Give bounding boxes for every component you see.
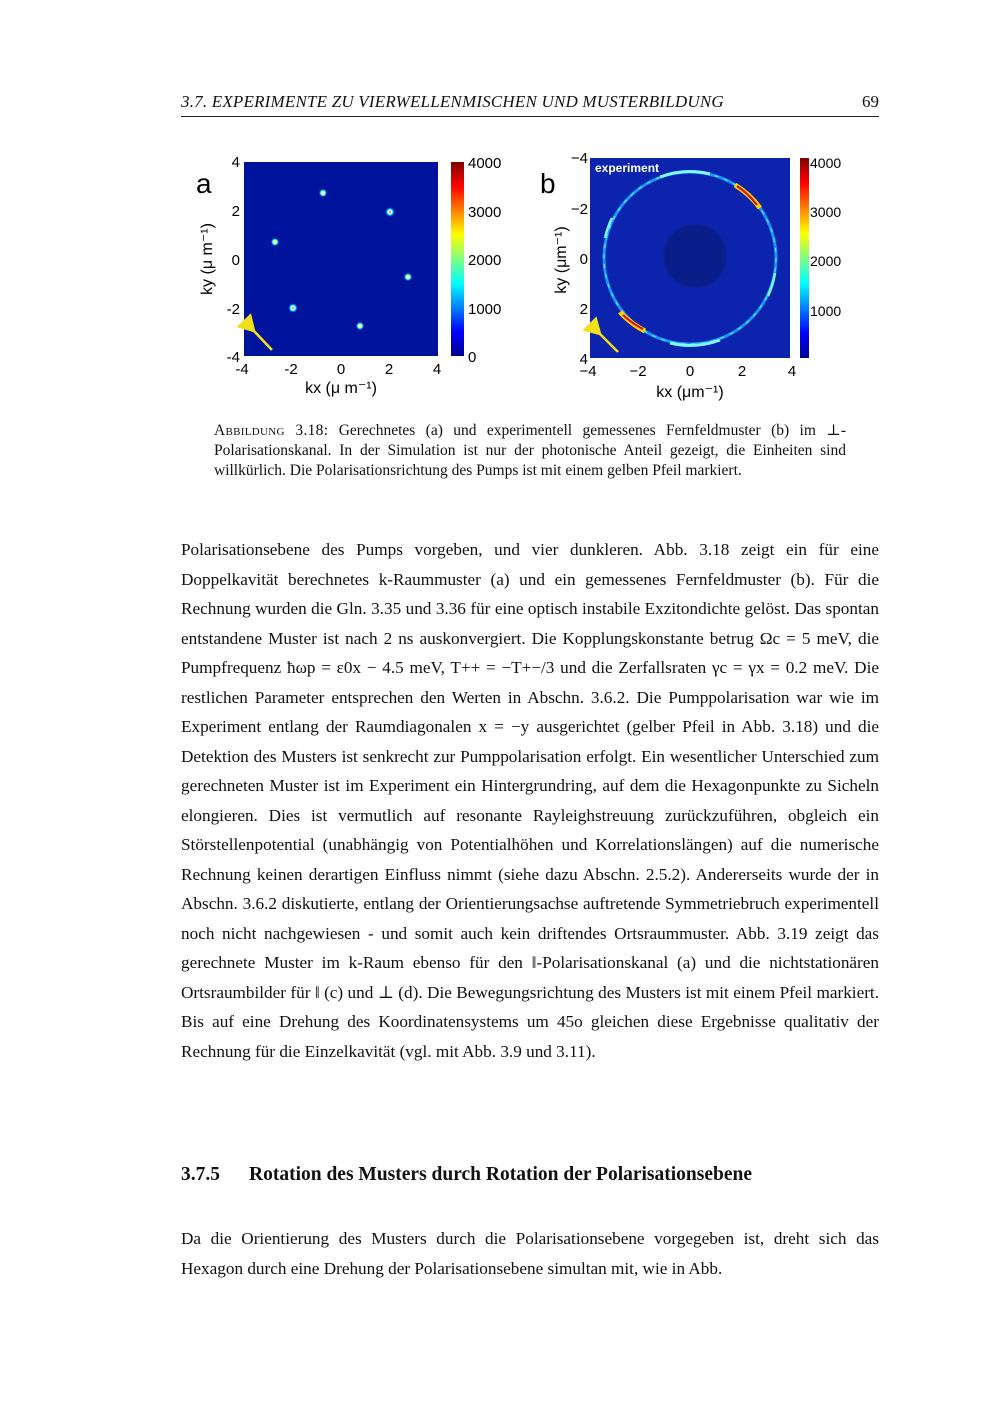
colorbar-tick: 1000	[468, 301, 502, 318]
panel-a-colorbar-ticks	[468, 155, 501, 366]
hex-spot	[404, 273, 413, 282]
panel-b-xticks	[579, 363, 796, 380]
hex-spot	[356, 322, 365, 331]
panel-a-ylabel: ky (μ m⁻¹)	[199, 223, 216, 295]
panel-b-xlabel: kx (μm⁻¹)	[656, 384, 724, 401]
panel-b-yticks	[571, 150, 588, 368]
panel-a-yticks	[227, 154, 240, 366]
panel-a-plot	[244, 162, 438, 356]
colorbar-tick: 3000	[468, 204, 502, 221]
paragraph-text: Polarisationsebene des Pumps vorgeben, und vier dunkleren. Abb. 3.18 zeigt ein für eine Doppelkavität berechnetes k-Raummuster (a) und ein gemessenes Fernfeldmuster (b). Für die Rechnung wurden die Gln. 3.35 und 3.36 für eine optisch instabile Exzitondichte gelöst. Das spontan entstandene Muster ist nach 2 ns auskonvergiert. Die Kopplungskonstante betrug Ωc = 5 meV, die Pumpfrequenz ħωp = ε0x − 4.5 meV, T++ = −T+−/3 und die Zerfallsraten γc = γx = 0.2 meV. Die restlichen Parameter entsprechen den Werten in Abschn. 3.6.2. Die Pumppolarisation war wie im Experiment entlang der Raumdiagonalen x = −y ausgerichtet (gelber Pfeil in Abb. 3.18) und die Detektion des Musters ist senkrecht zur Pumppolarisation erfolgt. Ein wesentlicher Unterschied zum gerechneten Muster ist im Experiment ein Hintergrundring, auf dem die Hexagonpunkte zu Sicheln elongieren. Dies ist vermutlich auf resonante Rayleighstreuung zurückzuführen, obgleich ein Störstellenpotential (unabhängig von Potentialhöhen und Korrelationslängen) auf die numerische Rechnung keinen derartigen Einfluss nimmt (siehe dazu Abschn. 2.5.2). Andererseits wurde der in Abschn. 3.6.2 diskutierte, entlang der Orientierungsachse auftretende Symmetriebruch experimentell noch nicht nachgewiesen - und somit auch kein driftendes Ortsraummuster. Abb. 3.19 zeigt das gerechnete Muster im k-Raum ebenso für den ‖-Polarisationskanal (a) und die nichtstationären Ortsraumbilder für ‖ (c) und ⊥ (d). Die Bewegungsrichtung des Musters ist mit einem Pfeil markiert. Bis auf eine Drehung des Koordinatensystems um 45o gleichen diese Ergebnisse qualitativ der Rechnung für die Einzelkavität (vgl. mit Abb. 3.9 und 3.11).	[181, 540, 879, 1061]
ytick: -2	[226, 301, 240, 318]
ytick: 2	[579, 301, 588, 318]
panel-b-colorbar	[800, 158, 809, 358]
caption-text: Gerechnetes (a) und experimentell gemessenes Fernfeldmuster (b) im ⊥-Polarisationskanal. In der Simulation ist nur der photonische Anteil gezeigt, die Einheiten sind willkürlich. Die Polarisationsrichtung des Pumps ist mit einem gelben Pfeil markiert.	[214, 422, 846, 479]
xtick: -2	[284, 361, 298, 378]
xtick: −4	[579, 363, 597, 380]
panel-a-xlabel: kx (μ m⁻¹)	[305, 380, 377, 397]
panel-b-colorbar-ticks	[810, 155, 841, 319]
colorbar-tick: 2000	[468, 252, 502, 269]
xtick: 4	[787, 363, 797, 380]
hex-spot	[288, 303, 298, 313]
caption-label: Abbildung 3.18:	[214, 422, 329, 439]
figure-caption	[214, 421, 846, 481]
panel-a-letter: a	[196, 168, 212, 199]
paragraph-text: Da die Orientierung des Musters durch die Polarisationsebene vorgegeben ist, dreht sich das Hexagon durch eine Drehung der Polarisationsebene simultan mit, wie in Abb.	[181, 1229, 879, 1278]
panel-b-ylabel: ky (μm⁻¹)	[553, 226, 570, 294]
colorbar-tick: 2000	[810, 253, 842, 269]
ytick: 0	[231, 252, 240, 269]
ytick: −4	[570, 150, 588, 167]
panel-a-colorbar	[451, 162, 464, 356]
xtick: 2	[737, 363, 747, 380]
xtick: −2	[629, 363, 647, 380]
colorbar-tick: 1000	[810, 303, 842, 319]
section-number: 3.7.5	[181, 1164, 220, 1185]
colorbar-tick: 4000	[810, 155, 842, 171]
figure-canvas	[190, 148, 842, 408]
ytick: −2	[570, 201, 588, 218]
ytick: 4	[579, 351, 588, 368]
colorbar-tick: 4000	[468, 155, 502, 172]
hex-spot	[319, 189, 328, 198]
hex-spot	[385, 207, 395, 217]
body-paragraph-2	[181, 1224, 879, 1283]
xtick: -4	[235, 361, 249, 378]
xtick: 4	[432, 361, 442, 378]
page-number: 69	[862, 92, 879, 111]
ytick: 0	[579, 251, 588, 268]
xtick: 2	[384, 361, 394, 378]
ytick: -4	[226, 349, 240, 366]
section-title: Rotation des Musters durch Rotation der Polarisationsebene	[249, 1164, 753, 1185]
xtick: 0	[685, 363, 695, 380]
central-dark-region	[661, 222, 729, 290]
hex-spot	[271, 238, 280, 247]
xtick: 0	[336, 361, 346, 378]
panel-a-xticks	[235, 361, 441, 378]
ytick: 4	[231, 154, 240, 171]
ytick: 2	[231, 203, 240, 220]
panel-b-label: experiment	[595, 161, 660, 175]
running-header	[181, 90, 879, 117]
body-paragraph	[181, 535, 879, 1066]
colorbar-tick: 3000	[810, 204, 842, 220]
section-heading	[181, 1164, 879, 1186]
header-title: 3.7. EXPERIMENTE ZU VIERWELLENMISCHEN UND MUSTERBILDUNG	[181, 92, 724, 111]
colorbar-tick: 0	[468, 349, 477, 366]
panel-b-letter: b	[540, 168, 556, 199]
figure-3-18	[190, 148, 842, 408]
